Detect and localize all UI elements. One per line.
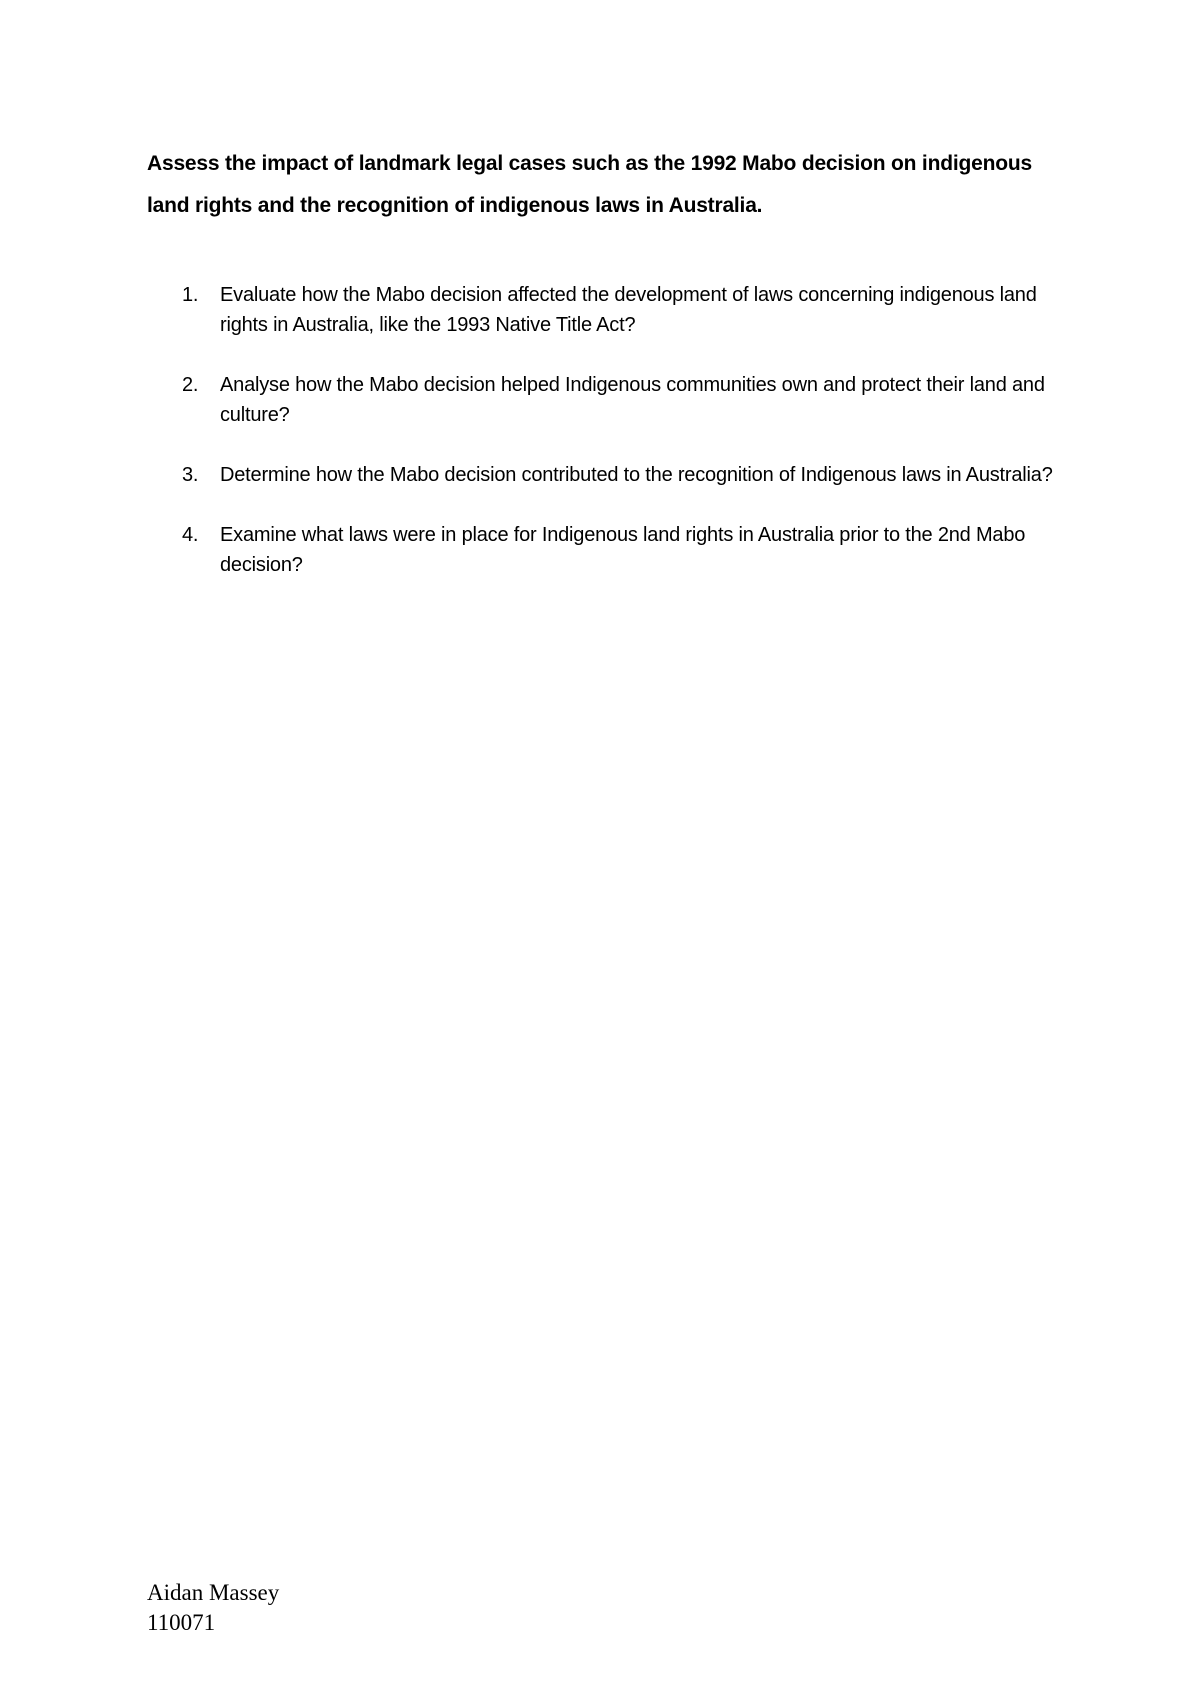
author-block [147,1578,279,1638]
question-text: Analyse how the Mabo decision helped Indigenous communities own and protect their land and culture? [220,374,1045,426]
question-number: 4. [182,524,199,546]
question-text: Determine how the Mabo decision contributed to the recognition of Indigenous laws in Australia? [220,464,1053,486]
question-text: Examine what laws were in place for Indigenous land rights in Australia prior to the 2nd Mabo decision? [220,524,1026,576]
question-item-3 [178,460,1078,490]
question-item-4 [178,520,1078,580]
question-text: Evaluate how the Mabo decision affected the development of laws concerning indigenous land rights in Australia, like the 1993 Native Title Act? [220,284,1037,336]
question-number: 2. [182,374,199,396]
question-number: 1. [182,284,199,306]
question-item-2 [178,370,1078,430]
student-id: 110071 [147,1610,216,1635]
question-item-1 [178,280,1078,340]
question-list [178,280,1078,610]
document-heading: Assess the impact of landmark legal cases such as the 1992 Mabo decision on indigenous land rights and the recognition of indigenous laws in Australia. [147,152,1032,217]
author-name: Aidan Massey [147,1580,280,1605]
question-number: 3. [182,464,199,486]
